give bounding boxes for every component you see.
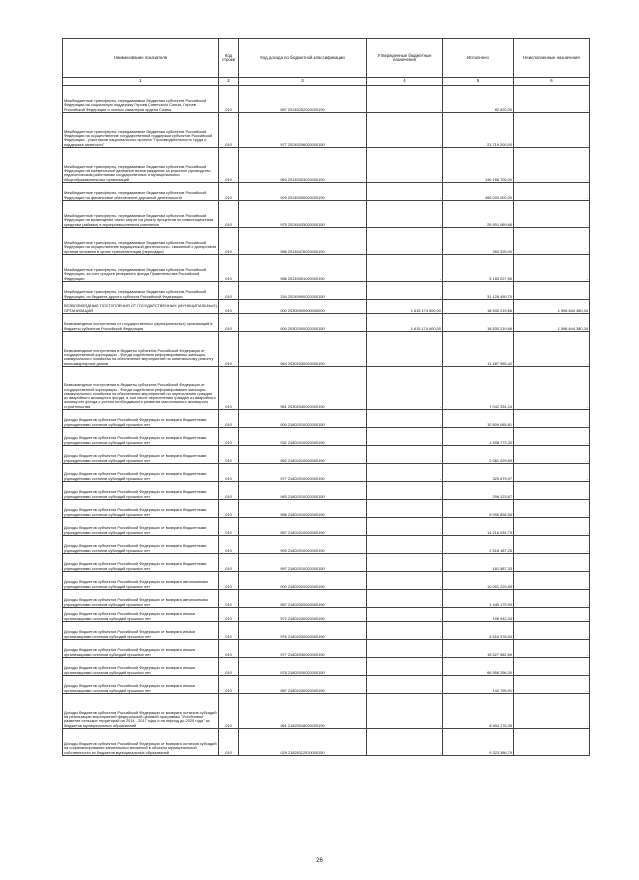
row-name: Межбюджетные трансферты, передаваемые бюджетам субъектов Российской Федерации на социальную поддержку Героев Советского Союза, Героев Российской Федерации и полных кавалеров ордена Славы xyxy=(63,86,219,113)
row-income-code: 000 21802010020000150 xyxy=(239,410,367,428)
row-approved: - xyxy=(367,536,443,554)
row-income-code: 976 21802030020000150 xyxy=(239,622,367,640)
row-approved: - xyxy=(367,148,443,183)
row-line-code: 010 xyxy=(219,314,239,332)
row-unexecuted: - xyxy=(514,464,590,482)
row-name: Доходы бюджетов субъектов Российской Федерации от возврата остатков субсидий на софинансирование капитальных вложений в объекты муниципальной собственности из бюджетов муниципальных образований xyxy=(63,729,219,756)
column-number: 1 xyxy=(63,78,219,86)
table-row xyxy=(63,282,590,300)
row-income-code: 975 20245433020000150 xyxy=(239,201,367,228)
row-income-code: 254 20249990020000150 xyxy=(239,282,367,300)
row-approved: - xyxy=(367,500,443,518)
row-line-code: 010 xyxy=(219,428,239,446)
row-income-code: 000 21802020020000150 xyxy=(239,572,367,590)
row-line-code: 010 xyxy=(219,464,239,482)
table-row xyxy=(63,622,590,640)
row-approved: - xyxy=(367,482,443,500)
table-row xyxy=(63,694,590,729)
row-income-code: 987 20245252020000150 xyxy=(239,86,367,113)
table-row xyxy=(63,86,590,113)
row-unexecuted: - xyxy=(514,590,590,608)
row-executed: 10 051 229,69 xyxy=(443,572,514,590)
table-row xyxy=(63,255,590,282)
row-line-code: 010 xyxy=(219,367,239,410)
row-line-code: 010 xyxy=(219,332,239,367)
row-income-code: 987 21802030020000150 xyxy=(239,676,367,694)
row-income-code: 961 20302040020000150 xyxy=(239,367,367,410)
row-name: Межбюджетные трансферты, передаваемые бюджетам субъектов Российской Федерации на осуществление медицинской деятельности, связанной с донорством органов человека в целях трансплантации (пересадки) xyxy=(63,228,219,255)
row-approved: - xyxy=(367,410,443,428)
row-executed: 181 587,33 xyxy=(443,554,514,572)
row-unexecuted: - xyxy=(514,446,590,464)
row-line-code: 010 xyxy=(219,183,239,201)
row-unexecuted: - xyxy=(514,282,590,300)
row-unexecuted: - xyxy=(514,658,590,676)
row-name: Доходы бюджетов субъектов Российской Федерации от возврата бюджетными учреждениями остатков субсидий прошлых лет xyxy=(63,518,219,536)
row-executed: 9 323 366,79 xyxy=(443,729,514,756)
row-income-code: 963 20245303020000150 xyxy=(239,148,367,183)
row-name: Доходы бюджетов субъектов Российской Федерации от возврата бюджетными учреждениями остатков субсидий прошлых лет xyxy=(63,410,219,428)
row-unexecuted: - xyxy=(514,554,590,572)
row-approved: 1 615 174 600,00 xyxy=(367,300,443,314)
row-income-code: 972 21802030020000150 xyxy=(239,608,367,622)
row-name: Доходы бюджетов субъектов Российской Федерации от возврата бюджетными учреждениями остатков субсидий прошлых лет xyxy=(63,428,219,446)
row-name: Межбюджетные трансферты, передаваемые бюджетам субъектов Российской Федерации на возмещение части затрат на уплату процентов по инвестиционным кредитам (займам) в агропромышленном комплексе xyxy=(63,201,219,228)
row-approved: - xyxy=(367,282,443,300)
table-row xyxy=(63,572,590,590)
row-income-code: 987 21802020020000150 xyxy=(239,590,367,608)
row-line-code: 010 xyxy=(219,500,239,518)
row-executed: 15 527 582,69 xyxy=(443,640,514,658)
table-row xyxy=(63,446,590,464)
row-executed: 18 530 219,66 xyxy=(443,314,514,332)
row-name: Доходы бюджетов субъектов Российской Федерации от возврата иными организациями остатков субсидий прошлых лет xyxy=(63,676,219,694)
row-income-code: 986 20249001020000150 xyxy=(239,255,367,282)
row-line-code: 010 xyxy=(219,300,239,314)
row-line-code: 010 xyxy=(219,518,239,536)
table-row xyxy=(63,658,590,676)
row-name: Доходы бюджетов субъектов Российской Федерации от возврата бюджетными учреждениями остатков субсидий прошлых лет xyxy=(63,536,219,554)
row-approved: - xyxy=(367,367,443,410)
row-income-code: 978 21802030020000150 xyxy=(239,658,367,676)
row-income-code: 983 21802010020000150 xyxy=(239,482,367,500)
header-line-code: Код строки xyxy=(219,39,239,78)
row-name: Доходы бюджетов субъектов Российской Федерации от возврата автономными учреждениями остатков субсидий прошлых лет xyxy=(63,590,219,608)
row-unexecuted: - xyxy=(514,113,590,148)
row-income-code: 977 21802030020000150 xyxy=(239,640,367,658)
row-line-code: 010 xyxy=(219,729,239,756)
row-income-code: 000 20302000020000150 xyxy=(239,314,367,332)
table-row xyxy=(63,482,590,500)
table-row xyxy=(63,590,590,608)
row-executed: 455 000 000,00 xyxy=(443,183,514,201)
row-name: Безвозмездные поступления в бюджеты субъектов Российской Федерации от государственной корпорации - Фонда содействия реформированию жилищно-коммунального хозяйства на обеспечение мероприятий по капитальному ремонту многоквартирных домов xyxy=(63,332,219,367)
row-executed: 7 042 254,24 xyxy=(443,367,514,410)
table-row xyxy=(63,464,590,482)
row-unexecuted: - xyxy=(514,640,590,658)
row-executed: 10 509 065,81 xyxy=(443,410,514,428)
row-name: Доходы бюджетов субъектов Российской Федерации от возврата бюджетными учреждениями остатков субсидий прошлых лет xyxy=(63,554,219,572)
table-row xyxy=(63,228,590,255)
row-unexecuted: - xyxy=(514,228,590,255)
row-executed: 196 942,34 xyxy=(443,608,514,622)
row-unexecuted: - xyxy=(514,500,590,518)
row-name: Доходы бюджетов субъектов Российской Федерации от возврата иными организациями остатков субсидий прошлых лет xyxy=(63,608,219,622)
row-approved: - xyxy=(367,464,443,482)
row-approved: - xyxy=(367,658,443,676)
row-approved: - xyxy=(367,446,443,464)
row-line-code: 010 xyxy=(219,228,239,255)
row-approved: - xyxy=(367,113,443,148)
row-name: БЕЗВОЗМЕЗДНЫЕ ПОСТУПЛЕНИЯ ОТ ГОСУДАРСТВЕННЫХ (МУНИЦИПАЛЬНЫХ) ОРГАНИЗАЦИЙ xyxy=(63,300,219,314)
row-unexecuted: - xyxy=(514,622,590,640)
row-unexecuted: - xyxy=(514,608,590,622)
header-approved: Утвержденные бюджетные назначения xyxy=(367,39,443,78)
row-approved: - xyxy=(367,729,443,756)
row-unexecuted: - xyxy=(514,86,590,113)
row-income-code: 929 20245390020000150 xyxy=(239,183,367,201)
row-income-code: 986 21802010020000150 xyxy=(239,500,367,518)
row-line-code: 010 xyxy=(219,201,239,228)
column-number: 3 xyxy=(239,78,367,86)
column-numbers-row xyxy=(63,78,590,86)
row-approved: 1 615 174 600,00 xyxy=(367,314,443,332)
row-income-code: 000 20300000000000000 xyxy=(239,300,367,314)
row-approved: - xyxy=(367,255,443,282)
table-row xyxy=(63,554,590,572)
row-name: Доходы бюджетов субъектов Российской Федерации от возврата бюджетными учреждениями остатков субсидий прошлых лет xyxy=(63,464,219,482)
row-unexecuted: - xyxy=(514,201,590,228)
row-income-code: 986 20245476020000150 xyxy=(239,228,367,255)
row-line-code: 010 xyxy=(219,410,239,428)
row-name: Доходы бюджетов субъектов Российской Федерации от возврата бюджетными учреждениями остатков субсидий прошлых лет xyxy=(63,482,219,500)
table-row xyxy=(63,148,590,183)
row-approved: - xyxy=(367,332,443,367)
row-unexecuted: - xyxy=(514,367,590,410)
table-row xyxy=(63,332,590,367)
row-executed: 14 216 034,75 xyxy=(443,518,514,536)
row-line-code: 010 xyxy=(219,148,239,183)
row-approved: - xyxy=(367,608,443,622)
row-unexecuted: - xyxy=(514,694,590,729)
row-line-code: 010 xyxy=(219,282,239,300)
row-approved: - xyxy=(367,622,443,640)
row-income-code: 029 21825112020000150 xyxy=(239,729,367,756)
header-executed: Исполнено xyxy=(443,39,514,78)
row-approved: - xyxy=(367,554,443,572)
table-row xyxy=(63,428,590,446)
row-executed: 260 325,00 xyxy=(443,228,514,255)
column-number: 2 xyxy=(219,78,239,86)
row-income-code: 993 21802010020000150 xyxy=(239,536,367,554)
row-executed: 4 616 378,54 xyxy=(443,622,514,640)
row-line-code: 010 xyxy=(219,572,239,590)
row-executed: 2 061 029,69 xyxy=(443,446,514,464)
row-line-code: 010 xyxy=(219,86,239,113)
budget-execution-table xyxy=(62,38,590,756)
row-line-code: 010 xyxy=(219,446,239,464)
row-name: Межбюджетные трансферты, передаваемые бюджетам субъектов Российской Федерации на ежемесячное денежное вознаграждение за классное руководство педагогическим работникам государственных и муниципальных общеобразовательных организаций xyxy=(63,148,219,183)
row-line-code: 010 xyxy=(219,676,239,694)
row-unexecuted: - xyxy=(514,255,590,282)
column-number: 6 xyxy=(514,78,590,86)
row-unexecuted: - xyxy=(514,410,590,428)
table-row xyxy=(63,201,590,228)
row-line-code: 010 xyxy=(219,113,239,148)
row-name: Доходы бюджетов субъектов Российской Федерации от возврата иными организациями остатков субсидий прошлых лет xyxy=(63,622,219,640)
row-executed: 140 795,91 xyxy=(443,676,514,694)
row-approved: - xyxy=(367,183,443,201)
table-row xyxy=(63,410,590,428)
row-name: Безвозмездные поступления от государственных (муниципальных) организаций в бюджеты субъектов Российской Федерации xyxy=(63,314,219,332)
column-number: 5 xyxy=(443,78,514,86)
row-unexecuted: - xyxy=(514,482,590,500)
row-income-code: 961 21825018020000150 xyxy=(239,694,367,729)
row-income-code: 977 21802010020000150 xyxy=(239,464,367,482)
row-approved: - xyxy=(367,572,443,590)
table-row xyxy=(63,536,590,554)
header-income-code: Код дохода по бюджетной классификации xyxy=(239,39,367,78)
table-row xyxy=(63,500,590,518)
row-executed: 325 679,07 xyxy=(443,464,514,482)
row-executed: 5 183 227,50 xyxy=(443,255,514,282)
row-name: Межбюджетные трансферты, передаваемые бюджетам субъектов Российской Федерации, за счет средств резервного фонда Правительства Российской Федерации xyxy=(63,255,219,282)
row-unexecuted: - xyxy=(514,729,590,756)
row-executed: 5 095 858,56 xyxy=(443,500,514,518)
row-income-code: 997 21802010020000150 xyxy=(239,554,367,572)
table-row xyxy=(63,729,590,756)
row-name: Межбюджетные трансферты, передаваемые бюджетам субъектов Российской Федерации на осуществление государственной поддержки субъектов Российской Федерации - участников национального проекта "Производительность труда и поддержка занятости" xyxy=(63,113,219,148)
row-approved: - xyxy=(367,694,443,729)
row-name: Доходы бюджетов субъектов Российской Федерации от возврата автономными учреждениями остатков субсидий прошлых лет xyxy=(63,572,219,590)
row-executed: 18 530 219,66 xyxy=(443,300,514,314)
header-indicator-name: Наименование показателя xyxy=(63,39,219,78)
row-approved: - xyxy=(367,228,443,255)
row-executed: 11 487 965,42 xyxy=(443,332,514,367)
row-approved: - xyxy=(367,201,443,228)
row-approved: - xyxy=(367,518,443,536)
row-unexecuted: - xyxy=(514,518,590,536)
row-line-code: 010 xyxy=(219,608,239,622)
table-row xyxy=(63,367,590,410)
table-row xyxy=(63,300,590,314)
row-income-code: 977 20245296020000150 xyxy=(239,113,367,148)
row-executed: 146 166 700,00 xyxy=(443,148,514,183)
table-row xyxy=(63,676,590,694)
row-name: Доходы бюджетов субъектов Российской Федерации от возврата иными организациями остатков субсидий прошлых лет xyxy=(63,658,219,676)
row-executed: 2 518 187,25 xyxy=(443,536,514,554)
row-line-code: 010 xyxy=(219,255,239,282)
row-approved: - xyxy=(367,86,443,113)
row-income-code: 987 21802010020000150 xyxy=(239,518,367,536)
row-unexecuted: 1 596 644 380,34 xyxy=(514,300,590,314)
row-approved: - xyxy=(367,640,443,658)
row-executed: 66 958 296,30 xyxy=(443,658,514,676)
row-unexecuted: - xyxy=(514,183,590,201)
table-row xyxy=(63,518,590,536)
row-executed: 21 719 200,00 xyxy=(443,113,514,148)
row-executed: 29 901 069,66 xyxy=(443,201,514,228)
row-name: Доходы бюджетов субъектов Российской Федерации от возврата бюджетными учреждениями остатков субсидий прошлых лет xyxy=(63,446,219,464)
row-unexecuted: - xyxy=(514,536,590,554)
table-header-row xyxy=(63,39,590,78)
row-name: Безвозмездные поступления в бюджеты субъектов Российской Федерации от государственной корпорации - Фонда содействия реформированию жилищно-коммунального хозяйства на обеспечение мероприятий по переселению граждан из аварийного жилищного фонда, в том числе переселению граждан из аварийного жилищного фонда с учетом необходимости развития малоэтажного жилищного строительства xyxy=(63,367,219,410)
row-unexecuted: - xyxy=(514,572,590,590)
row-income-code: 964 20302030020000150 xyxy=(239,332,367,367)
row-unexecuted: - xyxy=(514,332,590,367)
table-row xyxy=(63,183,590,201)
row-unexecuted: 1 596 644 380,34 xyxy=(514,314,590,332)
row-income-code: 932 21802010020000150 xyxy=(239,428,367,446)
row-line-code: 010 xyxy=(219,622,239,640)
row-line-code: 010 xyxy=(219,536,239,554)
row-line-code: 010 xyxy=(219,694,239,729)
row-unexecuted: - xyxy=(514,148,590,183)
row-name: Межбюджетные трансферты, передаваемые бюджетам субъектов Российской Федерации на финансовое обеспечение дорожной деятельности xyxy=(63,183,219,201)
row-executed: 82 620,00 xyxy=(443,86,514,113)
table-row xyxy=(63,314,590,332)
row-executed: 8 604 175,35 xyxy=(443,694,514,729)
row-approved: - xyxy=(367,590,443,608)
row-unexecuted: - xyxy=(514,676,590,694)
table-row xyxy=(63,608,590,622)
header-unexecuted: Неисполненные назначения xyxy=(514,39,590,78)
table-row xyxy=(63,113,590,148)
row-line-code: 010 xyxy=(219,658,239,676)
row-name: Межбюджетные трансферты, передаваемые бюджетам субъектов Российской Федерации, из бюджета другого субъекта Российской Федерации xyxy=(63,282,219,300)
row-line-code: 010 xyxy=(219,590,239,608)
row-executed: 296 123,67 xyxy=(443,482,514,500)
row-executed: 31 128 490,70 xyxy=(443,282,514,300)
row-approved: - xyxy=(367,676,443,694)
row-line-code: 010 xyxy=(219,554,239,572)
row-name: Доходы бюджетов субъектов Российской Федерации от возврата иными организациями остатков субсидий прошлых лет xyxy=(63,640,219,658)
row-approved: - xyxy=(367,428,443,446)
row-income-code: 962 21802010020000150 xyxy=(239,446,367,464)
page-number: 26 xyxy=(316,858,323,864)
row-line-code: 010 xyxy=(219,640,239,658)
row-unexecuted: - xyxy=(514,428,590,446)
row-name: Доходы бюджетов субъектов Российской Федерации от возврата бюджетными учреждениями остатков субсидий прошлых лет xyxy=(63,500,219,518)
row-line-code: 010 xyxy=(219,482,239,500)
column-number: 4 xyxy=(367,78,443,86)
table-row xyxy=(63,640,590,658)
row-executed: 1 508 773,30 xyxy=(443,428,514,446)
row-name: Доходы бюджетов субъектов Российской Федерации от возврата остатков субсидий на реализацию мероприятий федеральной целевой программы "Устойчивое развитие сельских территорий на 2014 - 2017 годы и на период до 2020 года" из бюджетов муниципальных образований xyxy=(63,694,219,729)
row-executed: 1 440 175,90 xyxy=(443,590,514,608)
